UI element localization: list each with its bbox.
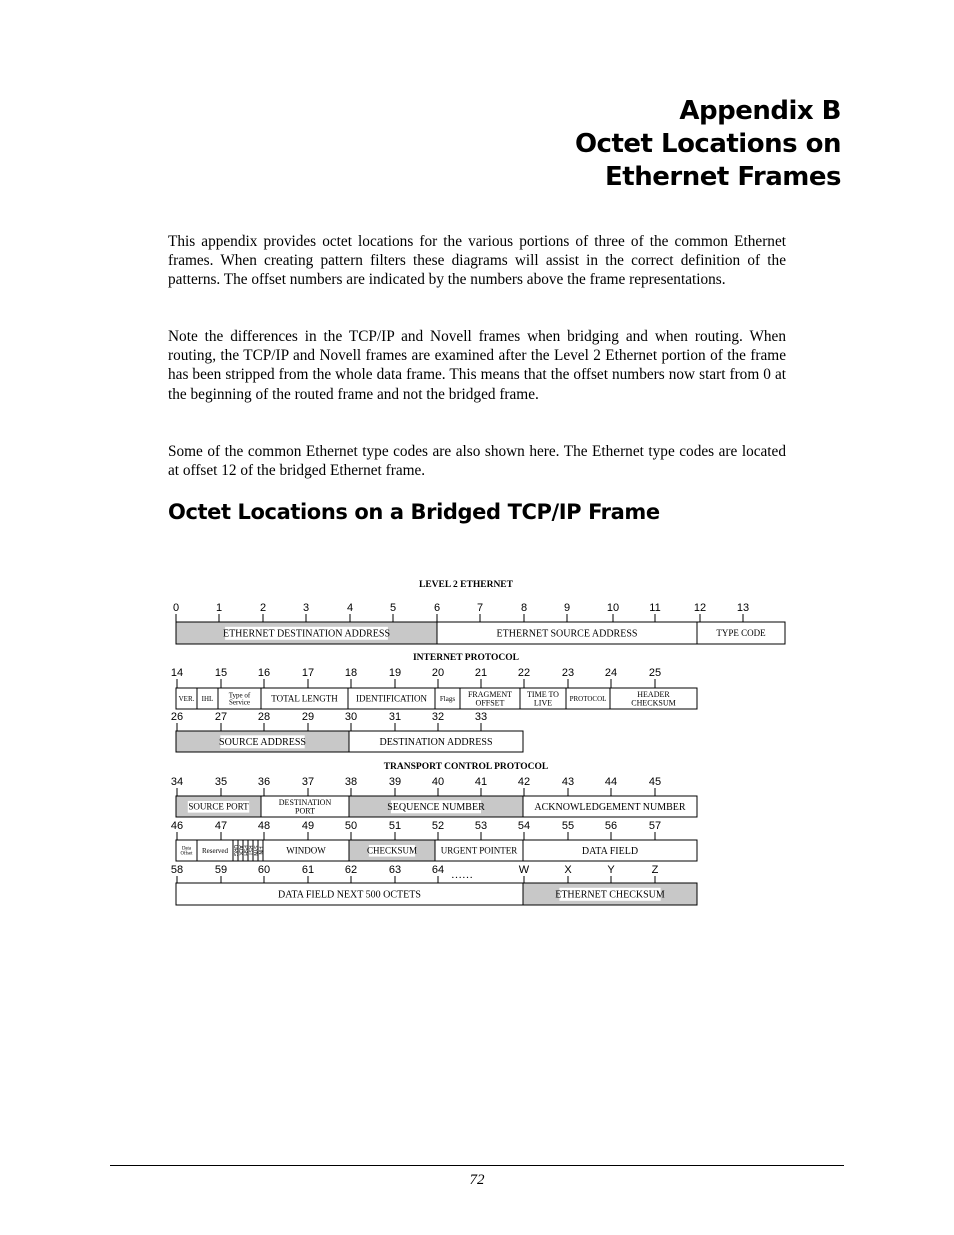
field-label: VER. (178, 694, 195, 703)
section-heading: Octet Locations on a Bridged TCP/IP Frame (168, 500, 660, 524)
field-label: SOURCE ADDRESS (219, 737, 306, 748)
offset-label: 43 (561, 776, 575, 788)
title-line-2: Octet Locations on (574, 129, 841, 159)
offset-label: X (564, 864, 572, 876)
offset-label: 61 (301, 864, 315, 876)
offset-label: 31 (388, 711, 402, 723)
field-label: PROTOCOL (569, 694, 607, 703)
intro-paragraph: This appendix provides octet locations for the various portions of three of the common Ethernet frames. When creating pattern filters these diagrams will assist in the correct definition of the patterns. The offset numbers are indicated by the numbers above the frame representations. (168, 233, 786, 289)
offset-label: 33 (474, 711, 488, 723)
offset-label: 52 (431, 820, 445, 832)
offset-label: 29 (301, 711, 315, 723)
footer-rule (110, 1165, 844, 1166)
field-label: DATA FIELD (581, 846, 639, 857)
offset-label: 22 (517, 667, 531, 679)
field-label: CHECKSUM (631, 698, 676, 708)
offset-label: 15 (214, 667, 228, 679)
field-label: IHL (201, 694, 214, 703)
title-line-1: Appendix B (679, 96, 841, 126)
offset-label: 28 (257, 711, 271, 723)
offset-label: 10 (606, 602, 620, 614)
offset-label: 27 (214, 711, 228, 723)
offset-label: 16 (257, 667, 271, 679)
field-label: DESTINATION ADDRESS (379, 737, 493, 748)
offset-label: 53 (474, 820, 488, 832)
field-label: Data (181, 846, 192, 852)
routing-note-paragraph: Note the differences in the TCP/IP and Novell frames when bridging and when routing. When routing, the TCP/IP and Novell frames are examined after the Level 2 Ethernet portion of the frame has been stripped from the whole data frame. This means that the offset numbers now start from 0 at the beginning of the routed frame and not the bridged frame. (168, 328, 786, 403)
offset-label: 42 (517, 776, 531, 788)
offset-label: 51 (388, 820, 402, 832)
offset-label: 7 (476, 602, 484, 614)
field-label: ETHERNET CHECKSUM (555, 889, 665, 901)
offset-label: 57 (648, 820, 662, 832)
field-label: TYPE CODE (716, 628, 766, 639)
offset-label: 47 (214, 820, 228, 832)
offset-label: 36 (257, 776, 271, 788)
offset-label: 37 (301, 776, 315, 788)
offset-label: 62 (344, 864, 358, 876)
field-label: PORT (295, 806, 315, 816)
offset-label: 39 (388, 776, 402, 788)
offset-label: 21 (474, 667, 488, 679)
offset-label: 14 (170, 667, 184, 679)
field-label: OFFSET (475, 698, 505, 708)
tcp-flag-label: URG (232, 844, 239, 857)
offset-label: 40 (431, 776, 445, 788)
offset-label: Y (607, 864, 615, 876)
title-line-3: Ethernet Frames (605, 162, 841, 192)
offset-label: 60 (257, 864, 271, 876)
offset-label: 64 (431, 864, 445, 876)
offset-label: 8 (520, 602, 528, 614)
tcp-flag-label: SYN (252, 845, 259, 856)
offset-label: 54 (517, 820, 531, 832)
offset-label: 35 (214, 776, 228, 788)
offset-label: 25 (648, 667, 662, 679)
field-label: DATA FIELD NEXT 500 OCTETS (278, 889, 421, 901)
field-label: IDENTIFICATION (356, 693, 427, 704)
tcp-flag-label: FIN (257, 846, 264, 855)
field-label: SOURCE PORT (188, 801, 249, 812)
offset-label: 30 (344, 711, 358, 723)
offset-label: 13 (736, 602, 750, 614)
field-label: Reserved (201, 846, 229, 855)
offset-label: 38 (344, 776, 358, 788)
offset-label: 44 (604, 776, 618, 788)
field-label: Offset (180, 851, 193, 857)
offset-label: 11 (649, 602, 661, 614)
tcp-flag-label: PSH (242, 845, 249, 856)
field-label: SEQUENCE NUMBER (387, 802, 485, 813)
offset-label: 23 (561, 667, 575, 679)
offset-label: 20 (431, 667, 445, 679)
offset-label: 17 (301, 667, 315, 679)
field-label: Flags (439, 694, 456, 703)
offset-label: 5 (389, 602, 397, 614)
offset-label: 9 (563, 602, 571, 614)
offset-label: 3 (302, 602, 310, 614)
offset-label: 0 (172, 602, 180, 614)
field-label: ETHERNET SOURCE ADDRESS (496, 628, 638, 640)
type-code-paragraph: Some of the common Ethernet type codes are also shown here. The Ethernet type codes are located at offset 12 of the bridged Ethernet frame. (168, 443, 786, 480)
field-label: ACKNOWLEDGEMENT NUMBER (534, 802, 686, 813)
diagram-heading: INTERNET PROTOCOL (412, 653, 520, 663)
offset-label: Z (651, 864, 659, 876)
field-label: LIVE (533, 698, 553, 708)
offset-label: 46 (170, 820, 184, 832)
offset-label: 45 (648, 776, 662, 788)
offset-label: 34 (170, 776, 184, 788)
field-label: ETHERNET DESTINATION ADDRESS (222, 628, 391, 640)
field-label: HEADER (637, 690, 670, 700)
tcp-flag-label: ACK (237, 845, 244, 856)
offset-label: 55 (561, 820, 575, 832)
offset-label: 56 (604, 820, 618, 832)
offset-label: 48 (257, 820, 271, 832)
offset-label: 2 (259, 602, 267, 614)
offset-label: 19 (388, 667, 402, 679)
offset-label: 63 (388, 864, 402, 876)
field-label: Service (229, 698, 250, 707)
field-label: Type of (228, 691, 251, 700)
field-label: TIME TO (527, 690, 559, 700)
diagram-heading: TRANSPORT CONTROL PROTOCOL (383, 762, 549, 772)
field-label: FRAGMENT (467, 690, 513, 700)
offset-label: 59 (214, 864, 228, 876)
offset-label: 58 (170, 864, 184, 876)
offset-ellipsis: …… (451, 869, 473, 881)
offset-label: W (518, 864, 530, 876)
field-label: DESTINATION (278, 798, 332, 808)
offset-label: 32 (431, 711, 445, 723)
offset-label: 49 (301, 820, 315, 832)
page-number: 72 (469, 1172, 485, 1188)
offset-label: 1 (215, 602, 223, 614)
offset-label: 12 (693, 602, 707, 614)
offset-label: 41 (474, 776, 488, 788)
field-label: TOTAL LENGTH (271, 693, 338, 704)
field-label: WINDOW (286, 845, 326, 856)
offset-label: 24 (604, 667, 618, 679)
tcp-flag-label: RST (247, 845, 254, 856)
offset-label: 6 (433, 602, 441, 614)
diagram-heading: LEVEL 2 ETHERNET (419, 580, 513, 590)
offset-label: 18 (344, 667, 358, 679)
field-label: CHECKSUM (366, 845, 418, 856)
field-label: URGENT POINTER (440, 845, 518, 856)
offset-label: 50 (344, 820, 358, 832)
offset-label: 4 (346, 602, 354, 614)
offset-label: 26 (170, 711, 184, 723)
